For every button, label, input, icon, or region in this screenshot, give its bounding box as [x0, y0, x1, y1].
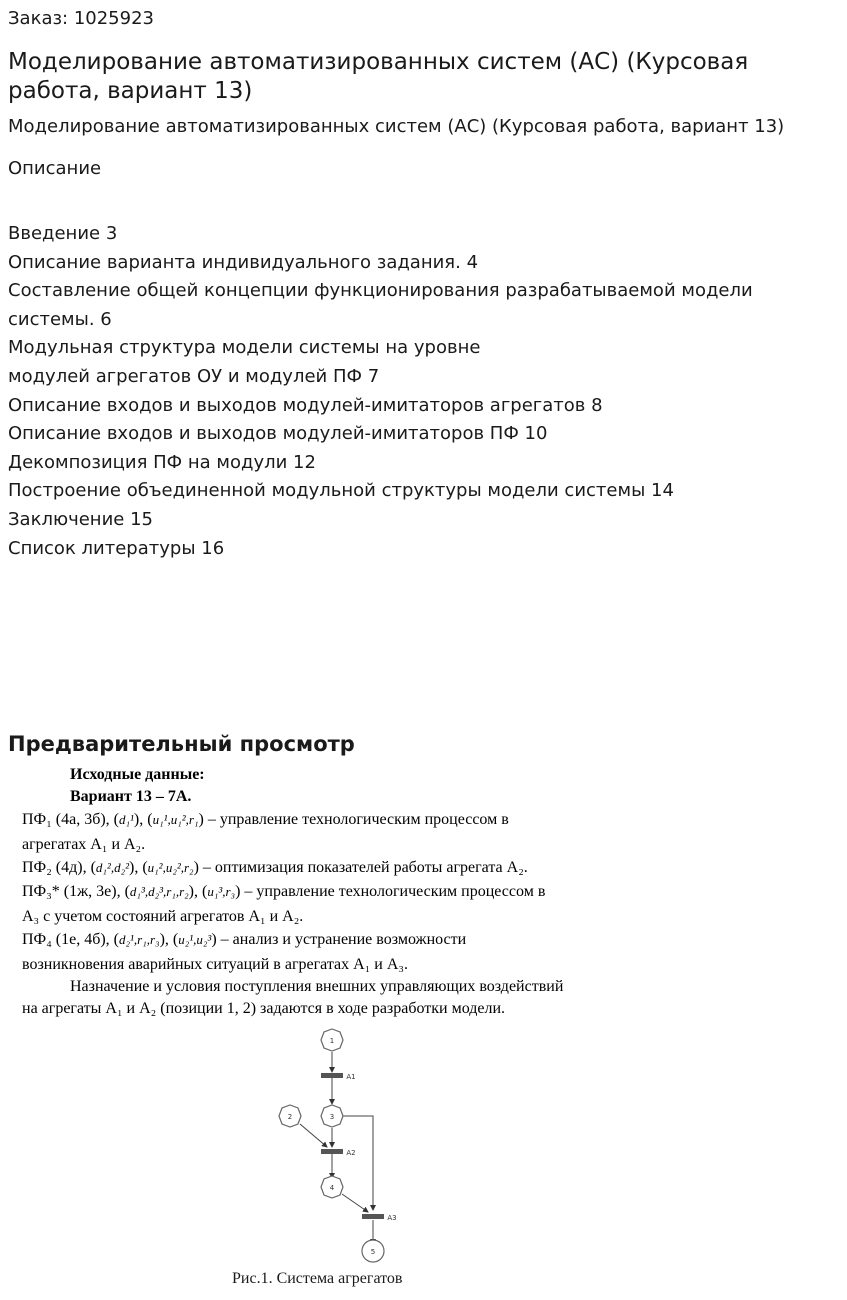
pf3-line-2: А₃ с учетом состояний агрегатов А₁ и А₂.: [22, 908, 304, 925]
paragraph-line: на агрегаты А₁ и А₂ (позиции 1, 2) задаются в ходе разработки модели.: [22, 1000, 506, 1017]
transition-label: A3: [387, 1214, 397, 1222]
pf1-desc: ) – управление технологическим процессом в: [198, 811, 509, 828]
description-heading: Описание: [8, 158, 102, 179]
pf3-text: ПФ₃* (1ж, 3е), (: [22, 883, 130, 900]
aggregate-system-diagram: [270, 1022, 410, 1270]
toc-item: модулей агрегатов ОУ и модулей ПФ 7: [8, 365, 380, 387]
transition-label: A2: [346, 1149, 356, 1157]
transition-a1: [321, 1073, 343, 1078]
pf2-text: ПФ₂ (4д), (: [22, 859, 96, 876]
toc-item: Описание входов и выходов модулей-имитаторов агрегатов 8: [8, 394, 603, 416]
pf1-text: ПФ₁ (4а, 3б), (: [22, 811, 119, 828]
pf2-desc: ) – оптимизация показателей работы агрегата А₂.: [193, 859, 528, 876]
pf1-line: [22, 811, 646, 829]
pf4-line-2: возникновения аварийных ситуаций в агрегатах А₁ и А₃.: [22, 956, 408, 973]
arc-2-a2: [300, 1124, 327, 1147]
toc-item: Введение 3: [8, 223, 118, 244]
arc-3-a3: [343, 1116, 373, 1210]
toc-item: Построение объединенной модульной структуры модели системы 14: [8, 480, 674, 502]
pf4-d-formula: d₂¹,r₁,r₃: [119, 932, 160, 947]
pf4-text: ПФ₄ (1е, 4б), (: [22, 931, 119, 948]
toc-item: Модульная структура модели системы на уровне: [8, 337, 481, 359]
toc-item: Описание варианта индивидуального задания. 4: [8, 251, 479, 273]
pf2-sep: ), (: [129, 859, 148, 876]
paragraph-line: Назначение и условия поступления внешних управляющих воздействий: [70, 978, 564, 995]
pf3-line: [22, 883, 646, 901]
table-of-contents: [8, 220, 828, 563]
pf2-line: [22, 859, 646, 877]
variant-label: Вариант 13 – 7А.: [70, 788, 192, 805]
preview-heading: Предварительный просмотр: [8, 732, 355, 756]
pf4-line: [22, 931, 646, 949]
toc-item: Список литературы 16: [8, 537, 225, 559]
toc-item: системы. 6: [8, 308, 112, 330]
pf3-sep: ), (: [188, 883, 208, 900]
pf1-sep: ), (: [133, 811, 153, 828]
transition-a3: [362, 1214, 384, 1219]
figure-caption: Рис.1. Система агрегатов: [232, 1270, 403, 1287]
node-label: 5: [370, 1248, 376, 1256]
page-title: Моделирование автоматизированных систем (АС) (Курсовая работа, вариант 13): [8, 49, 749, 104]
pf4-u-formula: u₂¹,u₂³: [178, 932, 212, 947]
node-label: 2: [287, 1113, 293, 1121]
arc-4-a3: [342, 1194, 368, 1212]
node-label: 3: [329, 1113, 335, 1121]
pf1-u-formula: u₁¹,u₁²,r₁: [152, 812, 199, 827]
toc-item: Декомпозиция ПФ на модули 12: [8, 451, 316, 473]
transition-a2: [321, 1149, 343, 1154]
pf3-u-formula: u₁³,r₃: [207, 884, 236, 899]
pf3-d-formula: d₁³,d₂³,r₁,r₂: [129, 884, 189, 899]
pf2-d-formula: d₁²,d₂²: [95, 860, 129, 875]
pf4-sep: ), (: [159, 931, 179, 948]
source-data-label: Исходные данные:: [70, 766, 205, 783]
pf3-desc: ) – управление технологическим процессом в: [235, 883, 546, 900]
page-subtitle: Моделирование автоматизированных систем (АС) (Курсовая работа, вариант 13): [8, 116, 785, 137]
transition-label: A1: [346, 1073, 356, 1081]
node-label: 4: [329, 1184, 335, 1192]
toc-item: Заключение 15: [8, 508, 153, 530]
order-number: Заказ: 1025923: [8, 8, 154, 29]
pf1-d-formula: d₁¹: [119, 812, 134, 827]
pf1-line-2: агрегатах А₁ и А₂.: [22, 836, 146, 853]
pf4-desc: ) – анализ и устранение возможности: [211, 931, 467, 948]
toc-item: Описание входов и выходов модулей-имитаторов ПФ 10: [8, 423, 548, 445]
pf2-u-formula: u₁²,u₂²,r₂: [147, 860, 194, 875]
node-label: 1: [329, 1037, 335, 1045]
toc-item: Составление общей концепции функционирования разрабатываемой модели: [8, 280, 753, 302]
